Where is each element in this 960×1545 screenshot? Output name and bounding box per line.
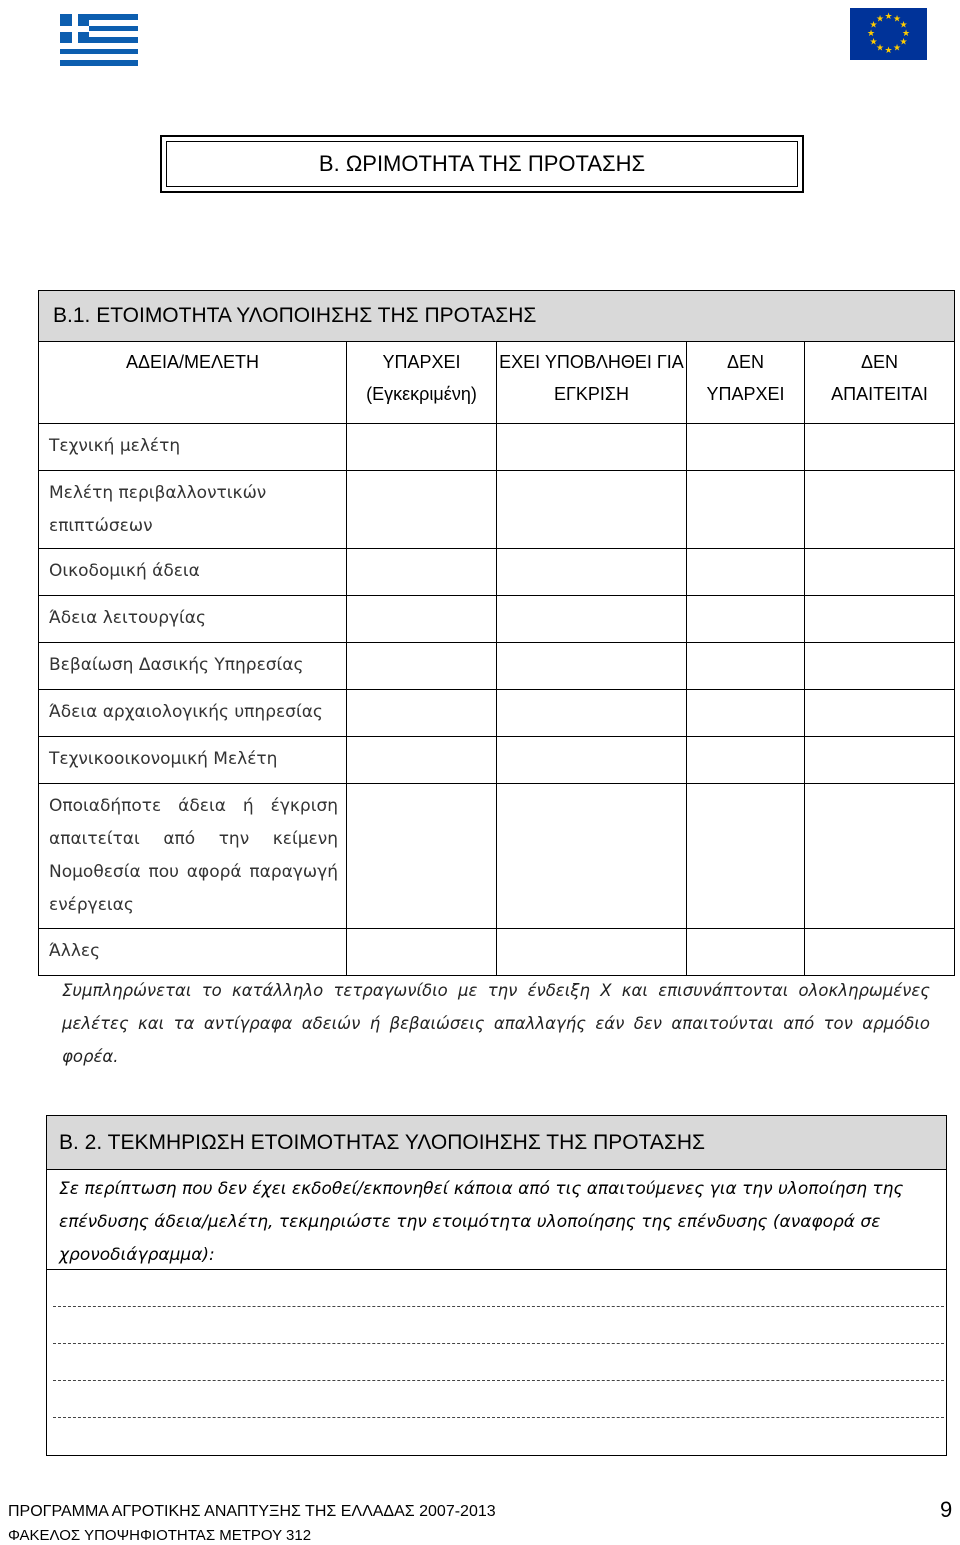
row-label: Άλλες <box>39 929 347 976</box>
svg-text:★: ★ <box>892 14 902 25</box>
section-b1-heading: Β.1. ΕΤΟΙΜΟΤΗΤΑ ΥΛΟΠΟΙΗΣΗΣ ΤΗΣ ΠΡΟΤΑΣΗΣ <box>39 291 955 342</box>
justification-section <box>46 1115 947 1456</box>
section-title-box <box>160 135 804 193</box>
checkbox-cell[interactable] <box>805 549 955 596</box>
table-row <box>39 737 955 784</box>
page-number: 9 <box>940 1497 953 1522</box>
checkbox-cell[interactable] <box>687 929 805 976</box>
svg-text:★: ★ <box>866 29 876 39</box>
table-row <box>39 471 955 549</box>
table-row <box>39 643 955 690</box>
checkbox-cell[interactable] <box>347 596 497 643</box>
checkbox-cell[interactable] <box>687 471 805 549</box>
checkbox-cell[interactable] <box>347 737 497 784</box>
checkbox-cell[interactable] <box>805 690 955 737</box>
checkbox-cell[interactable] <box>805 643 955 690</box>
checkbox-cell[interactable] <box>805 784 955 929</box>
checkbox-cell[interactable] <box>805 596 955 643</box>
dashed-line <box>53 1343 944 1344</box>
row-label: Βεβαίωση Δασικής Υπηρεσίας <box>39 643 347 690</box>
checkbox-cell[interactable] <box>805 737 955 784</box>
checkbox-cell[interactable] <box>687 424 805 471</box>
checkbox-cell[interactable] <box>497 643 687 690</box>
checkbox-cell[interactable] <box>497 784 687 929</box>
checkbox-cell[interactable] <box>687 737 805 784</box>
justification-text-area[interactable] <box>47 1270 946 1455</box>
table-row <box>39 424 955 471</box>
section-title: Β. ΩΡΙΜΟΤΗΤΑ ΤΗΣ ΠΡΟΤΑΣΗΣ <box>166 141 798 187</box>
svg-text:★: ★ <box>899 37 908 48</box>
footer-program: ΠΡΟΓΡΑΜΜΑ ΑΓΡΟΤΙΚΗΣ ΑΝΑΠΤΥΞΗΣ ΤΗΣ ΕΛΛΑΔΑΣ 2007-2013 <box>8 1503 496 1520</box>
svg-text:★: ★ <box>884 46 893 56</box>
checkbox-cell[interactable] <box>347 929 497 976</box>
dashed-line <box>53 1417 944 1418</box>
checkbox-cell[interactable] <box>347 471 497 549</box>
checkbox-cell[interactable] <box>347 549 497 596</box>
row-label: Άδεια αρχαιολογικής υπηρεσίας <box>39 690 347 737</box>
table-row <box>39 690 955 737</box>
eu-flag-icon <box>850 8 927 60</box>
checkbox-cell[interactable] <box>347 784 497 929</box>
checkbox-cell[interactable] <box>687 784 805 929</box>
checkbox-cell[interactable] <box>805 424 955 471</box>
row-label: Τεχνικοοικονομική Μελέτη <box>39 737 347 784</box>
dashed-line <box>53 1380 944 1381</box>
section-b2-heading: Β. 2. ΤΕΚΜΗΡΙΩΣΗ ΕΤΟΙΜΟΤΗΤΑΣ ΥΛΟΠΟΙΗΣΗΣ ΤΗΣ ΠΡΟΤΑΣΗΣ <box>47 1116 946 1170</box>
svg-text:★: ★ <box>875 14 885 25</box>
checkbox-cell[interactable] <box>687 596 805 643</box>
row-label: Οικοδομική άδεια <box>39 549 347 596</box>
column-header-permit: ΑΔΕΙΑ/ΜΕΛΕΤΗ <box>39 342 347 424</box>
svg-text:★: ★ <box>901 29 911 39</box>
checkbox-cell[interactable] <box>497 549 687 596</box>
instructions-note: Συμπληρώνεται το κατάλληλο τετραγωνίδιο με την ένδειξη Χ και επισυνάπτονται ολοκληρωμένες μελέτες και τα αντίγραφα αδειών ή βεβαιώσεις απαλλαγής εάν δεν απαιτούνται από τον αρμόδιο φορέα. <box>62 981 930 1066</box>
table-row <box>39 784 955 929</box>
checkbox-cell[interactable] <box>347 643 497 690</box>
table-row <box>39 596 955 643</box>
checkbox-cell[interactable] <box>497 929 687 976</box>
table-row <box>39 549 955 596</box>
column-header-not-required: ΔΕΝ ΑΠΑΙΤΕΙΤΑΙ <box>805 342 955 424</box>
readiness-table <box>38 290 955 976</box>
checkbox-cell[interactable] <box>805 929 955 976</box>
checkbox-cell[interactable] <box>805 471 955 549</box>
checkbox-cell[interactable] <box>687 643 805 690</box>
checkbox-cell[interactable] <box>497 471 687 549</box>
svg-text:★: ★ <box>869 20 878 31</box>
svg-text:★: ★ <box>899 20 908 31</box>
checkbox-cell[interactable] <box>497 737 687 784</box>
column-header-exists: ΥΠΑΡΧΕΙ (Εγκεκριμένη) <box>347 342 497 424</box>
table-row <box>39 929 955 976</box>
column-header-submitted: ΕΧΕΙ ΥΠΟΒΛΗΘΕΙ ΓΙΑ ΕΓΚΡΙΣΗ <box>497 342 687 424</box>
table-header-row <box>39 342 955 424</box>
checkbox-cell[interactable] <box>347 424 497 471</box>
checkbox-cell[interactable] <box>497 424 687 471</box>
checkbox-cell[interactable] <box>347 690 497 737</box>
column-header-not-exists: ΔΕΝ ΥΠΑΡΧΕΙ <box>687 342 805 424</box>
footer-dossier: ΦΑΚΕΛΟΣ ΥΠΟΨΗΦΙΟΤΗΤΑΣ ΜΕΤΡΟΥ 312 <box>8 1527 312 1544</box>
section-b2-instructions: Σε περίπτωση που δεν έχει εκδοθεί/εκπονηθεί κάποια από τις απαιτούμενες για την υλοποίηση της επένδυσης άδεια/μελέτη, τεκμηριώστε την ετοιμότητα υλοποίησης της επένδυσης (αναφορά σε χρονοδιάγραμμα): <box>47 1170 946 1270</box>
svg-text:★: ★ <box>875 43 885 54</box>
row-label: Άδεια λειτουργίας <box>39 596 347 643</box>
svg-text:★: ★ <box>869 37 878 48</box>
checkbox-cell[interactable] <box>497 596 687 643</box>
svg-text:★: ★ <box>884 12 893 22</box>
svg-text:★: ★ <box>892 43 902 54</box>
dashed-line <box>53 1306 944 1307</box>
checkbox-cell[interactable] <box>687 690 805 737</box>
row-label: Οποιαδήποτε άδεια ή έγκριση απαιτείται από την κείμενη Νομοθεσία που αφορά παραγωγή ενέργειας <box>39 784 347 929</box>
checkbox-cell[interactable] <box>497 690 687 737</box>
greek-flag-icon <box>60 14 138 66</box>
checkbox-cell[interactable] <box>687 549 805 596</box>
row-label: Τεχνική μελέτη <box>39 424 347 471</box>
row-label: Μελέτη περιβαλλοντικών επιπτώσεων <box>39 471 347 549</box>
